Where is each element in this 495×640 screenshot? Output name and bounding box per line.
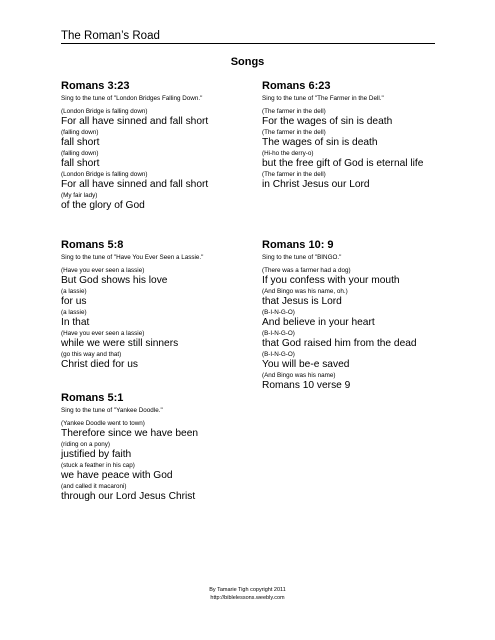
lyric-line: while we were still sinners bbox=[61, 338, 179, 349]
lyric-line: fall short bbox=[61, 158, 100, 169]
header-divider bbox=[61, 43, 435, 44]
footer-credit: By Tamarie Tigh copyright 2011 bbox=[209, 587, 286, 593]
tune-cue-line: (B-I-N-G-O) bbox=[262, 351, 295, 358]
song-tune: Sing to the tune of "Have You Ever Seen a Lassie." bbox=[61, 254, 204, 261]
tune-cue-line: (falling down) bbox=[61, 150, 99, 157]
lyric-line: for us bbox=[61, 296, 87, 307]
song-title: Romans 6:23 bbox=[262, 80, 331, 92]
song-lines bbox=[262, 107, 457, 191]
song-block bbox=[262, 80, 457, 191]
lyric-line: through our Lord Jesus Christ bbox=[61, 491, 196, 502]
lyric-line: Romans 10 verse 9 bbox=[262, 380, 351, 391]
song-title: Romans 3:23 bbox=[61, 80, 130, 92]
lyric-line: we have peace with God bbox=[61, 470, 173, 481]
lyric-line: that God raised him from the dead bbox=[262, 338, 417, 349]
lyric-line: The wages of sin is death bbox=[262, 137, 378, 148]
song-title: Romans 5:8 bbox=[61, 239, 124, 251]
tune-cue-line: (Have you ever seen a lassie) bbox=[61, 330, 145, 337]
song-tune: Sing to the tune of "Yankee Doodle." bbox=[61, 407, 163, 414]
lyric-line: For the wages of sin is death bbox=[262, 116, 393, 127]
tune-cue-line: (Yankee Doodle went to town) bbox=[61, 420, 145, 427]
tune-cue-line: (The farmer in the dell) bbox=[262, 171, 326, 178]
lyric-line: that Jesus is Lord bbox=[262, 296, 342, 307]
song-tune: Sing to the tune of "BINGO." bbox=[262, 254, 342, 261]
lyric-line: You will be-e saved bbox=[262, 359, 350, 370]
song-title: Romans 10: 9 bbox=[262, 239, 334, 251]
tune-cue-line: (Hi-ho the derry-o) bbox=[262, 150, 314, 157]
lyric-line: If you confess with your mouth bbox=[262, 275, 400, 286]
page-header-title: The Roman’s Road bbox=[61, 30, 160, 42]
page-footer bbox=[0, 586, 495, 602]
tune-cue-line: (And Bingo was his name, oh.) bbox=[262, 288, 348, 295]
tune-cue-line: (There was a farmer had a dog) bbox=[262, 267, 351, 274]
tune-cue-line: (B-I-N-G-O) bbox=[262, 309, 295, 316]
song-title: Romans 5:1 bbox=[61, 392, 124, 404]
tune-cue-line: (riding on a pony) bbox=[61, 441, 111, 448]
lyric-line: In that bbox=[61, 317, 90, 328]
lyric-line: But God shows his love bbox=[61, 275, 168, 286]
song-block bbox=[262, 239, 457, 392]
lyric-line: fall short bbox=[61, 137, 100, 148]
song-tune: Sing to the tune of "The Farmer in the Dell." bbox=[262, 95, 384, 102]
footer-url: http://biblelessons.weebly.com bbox=[210, 595, 285, 601]
lyric-line: For all have sinned and fall short bbox=[61, 116, 209, 127]
tune-cue-line: (falling down) bbox=[61, 129, 99, 136]
song-block bbox=[61, 80, 241, 212]
song-lines bbox=[262, 266, 457, 392]
tune-cue-line: (a lassie) bbox=[61, 288, 87, 295]
tune-cue-line: (and called it macaroni) bbox=[61, 483, 127, 490]
song-lines bbox=[61, 419, 241, 503]
tune-cue-line: (London Bridge is falling down) bbox=[61, 171, 148, 178]
tune-cue-line: (stuck a feather in his cap) bbox=[61, 462, 135, 469]
tune-cue-line: (The farmer in the dell) bbox=[262, 108, 326, 115]
songs-heading: Songs bbox=[230, 56, 265, 68]
tune-cue-line: (go this way and that) bbox=[61, 351, 122, 358]
tune-cue-line: (London Bridge is falling down) bbox=[61, 108, 148, 115]
tune-cue-line: (My fair lady) bbox=[61, 192, 98, 199]
lyric-line: justified by faith bbox=[61, 449, 132, 460]
tune-cue-line: (a lassie) bbox=[61, 309, 87, 316]
song-tune: Sing to the tune of "London Bridges Falling Down." bbox=[61, 95, 203, 102]
lyric-line: Therefore since we have been bbox=[61, 428, 199, 439]
lyric-line: Christ died for us bbox=[61, 359, 139, 370]
lyric-line: of the glory of God bbox=[61, 200, 145, 211]
lyric-line: in Christ Jesus our Lord bbox=[262, 179, 370, 190]
tune-cue-line: (And Bingo was his name) bbox=[262, 372, 336, 379]
tune-cue-line: (The farmer in the dell) bbox=[262, 129, 326, 136]
song-block bbox=[61, 239, 241, 371]
song-lines bbox=[61, 107, 241, 212]
song-lines bbox=[61, 266, 241, 371]
tune-cue-line: (Have you ever seen a lassie) bbox=[61, 267, 145, 274]
lyric-line: but the free gift of God is eternal life bbox=[262, 158, 424, 169]
tune-cue-line: (B-I-N-G-O) bbox=[262, 330, 295, 337]
lyric-line: For all have sinned and fall short bbox=[61, 179, 209, 190]
song-block bbox=[61, 392, 241, 503]
lyric-line: And believe in your heart bbox=[262, 317, 375, 328]
